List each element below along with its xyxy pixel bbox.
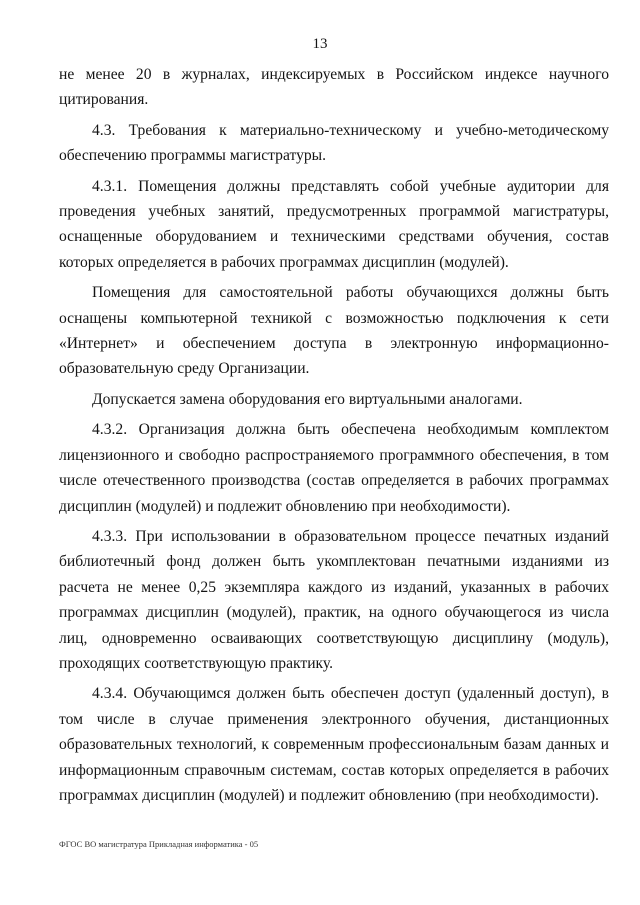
- page-number: 13: [312, 36, 328, 52]
- paragraph-4-3-1: 4.3.1. Помещения должны представлять собой учебные аудитории для проведения учебных занятий, предусмотренных программой магистратуры, оснащенные оборудованием и техническими средствами обучения, состав которых определяется в рабочих программах дисциплин (модулей).: [59, 177, 609, 271]
- paragraph-4-3-3: 4.3.3. При использовании в образовательном процессе печатных изданий библиотечный фонд должен быть укомплектован печатными изданиями из расчета не менее 0,25 экземпляра каждого из изданий, указанных в рабочих программах дисциплин (модулей), практик, на одного обучающегося из числа лиц, одновременно осваивающих соответствующую дисциплину (модуль), проходящих соответствующую практику.: [59, 527, 609, 672]
- paragraph-virtual-analogs: Допускается замена оборудования его виртуальными аналогами.: [92, 390, 523, 408]
- paragraph-4-3-4: 4.3.4. Обучающимся должен быть обеспечен доступ (удаленный доступ), в том числе в случае применения электронного обучения, дистанционных образовательных технологий, к современным профессиональным базам данных и информационным справочным системам, состав которых определяется в рабочих программах дисциплин (модулей) и подлежит обновлению (при необходимости).: [59, 685, 609, 804]
- paragraph-continuation: не менее 20 в журналах, индексируемых в Российском индексе научного цитирования.: [59, 66, 609, 109]
- page-footer: ФГОС ВО магистратура Прикладная информатика - 05: [59, 839, 259, 849]
- paragraph-self-study-rooms: Помещения для самостоятельной работы обучающихся должны быть оснащены компьютерной техникой с возможностью подключения к сети «Интернет» и обеспечением доступа в электронную информационно-образовательную среду Организации.: [59, 284, 609, 378]
- body-text: [59, 62, 609, 813]
- paragraph-4-3-2: 4.3.2. Организация должна быть обеспечена необходимым комплектом лицензионного и свободно распространяемого программного обеспечения, в том числе отечественного производства (состав определяется в рабочих программах дисциплин (модулей) и подлежит обновлению при необходимости).: [59, 421, 609, 515]
- paragraph-4-3: 4.3. Требования к материально-техническому и учебно-методическому обеспечению программы магистратуры.: [59, 121, 609, 165]
